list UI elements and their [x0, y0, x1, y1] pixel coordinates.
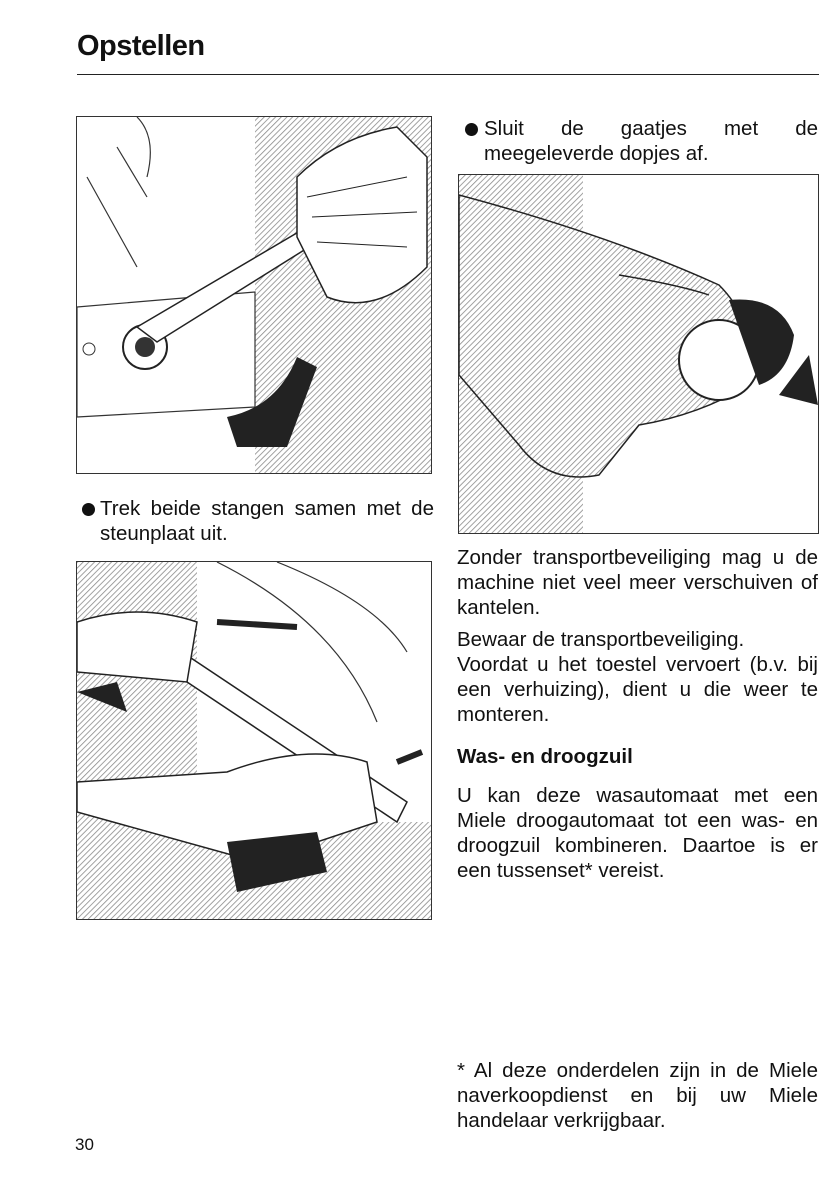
section-heading: Was- en droogzuil: [457, 745, 633, 768]
title-rule: [77, 74, 819, 75]
bullet-icon: [465, 123, 478, 136]
paragraph-no-transport-lock: Zonder transportbeveiliging mag u de machine niet veel meer verschuiven of kantelen.: [457, 546, 818, 619]
cap-illustration: [458, 174, 819, 534]
footnote: * Al deze onderdelen zijn in de Miele naverkoopdienst en bij uw Miele handelaar verkrijgbaar.: [457, 1059, 818, 1132]
wrench-illustration: [76, 116, 432, 474]
paragraph-keep-lock-1: Bewaar de transportbeveiliging.: [457, 628, 745, 651]
bullet-close-holes: Sluit de gaatjes met de meegeleverde dopjes af.: [484, 117, 818, 165]
section-text: U kan deze wasautomaat met een Miele droogautomaat tot een was- en droogzuil kombineren. Daartoe is er een tussenset* vereist.: [457, 784, 818, 882]
bullet-pull-rods: Trek beide stangen samen met de steunplaat uit.: [100, 497, 434, 545]
pull-rods-illustration: [76, 561, 432, 920]
page-title: Opstellen: [77, 30, 205, 62]
page-number: 30: [75, 1135, 94, 1154]
paragraph-keep-lock-2: Voordat u het toestel vervoert (b.v. bij een verhuizing), dient u die weer te monteren.: [457, 653, 818, 726]
bullet-icon: [82, 503, 95, 516]
